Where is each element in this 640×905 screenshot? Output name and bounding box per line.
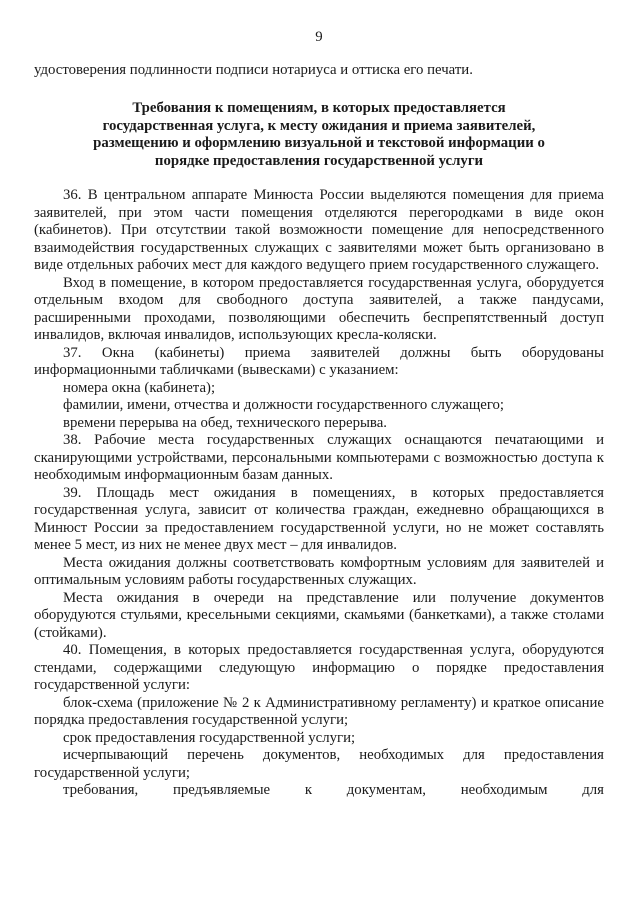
section-heading-line-3: размещению и оформлению визуальной и текстовой информации о [93, 135, 545, 151]
page-number: 9 [315, 29, 323, 45]
list-item-break-time: времени перерыва на обед, технического перерыва. [63, 414, 387, 431]
paragraph-requirements-cutoff: требования, предъявляемые к документам, необходимым для [63, 782, 604, 798]
section-heading [34, 100, 604, 170]
list-item-documents-list: исчерпывающий перечень документов, необходимых для предоставления государственной услуги; [34, 747, 604, 781]
paragraph-waiting-comfort: Места ожидания должны соответствовать комфортным условиям для заявителей и оптимальным условиям работы государственных служащих. [34, 554, 604, 588]
paragraph-40: 40. Помещения, в которых предоставляется государственная услуга, оборудуются стендами, содержащими следующую информацию о порядке предоставления государственной услуги: [34, 642, 604, 693]
paragraph-37: 37. Окна (кабинеты) приема заявителей должны быть оборудованы информационными табличками (вывесками) с указанием: [34, 344, 604, 378]
list-item-service-term: срок предоставления государственной услуги; [63, 729, 356, 746]
paragraph-waiting-queue: Места ожидания в очереди на представление или получение документов оборудуются стульями, кресельными секциями, скамьями (банкетками), а также столами (стойками). [34, 589, 604, 641]
section-heading-line-4: порядке предоставления государственной услуги [154, 152, 484, 169]
section-heading-line-2: государственная услуга, к месту ожидания и приема заявителей, [102, 117, 536, 134]
paragraph-39: 39. Площадь мест ожидания в помещениях, в которых предоставляется государственная услуга, зависит от количества граждан, ежедневно обращающихся в Минюст России за предоставлением государственной услуги, но не может составлять менее 5 мест, из них не менее двух мест – для инвалидов. [34, 484, 604, 553]
list-item-official-name: фамилии, имени, отчества и должности государственного служащего; [63, 397, 505, 413]
paragraph-36: 36. В центральном аппарате Минюста России выделяются помещения для приема заявителей, при этом части помещения отделяются перегородками в виде окон (кабинетов). При отсутствии такой возможности помещение для непосредственного взаимодействия государственных служащих с заявителями может быть организовано в виде отдельных рабочих мест для каждого ведущего прием государственного служащего. [34, 187, 604, 273]
list-item-flowchart: блок-схема (приложение № 2 к Административному регламенту) и краткое описание порядка предоставления государственной услуги; [34, 694, 604, 728]
list-item-window-number: номера окна (кабинета); [63, 379, 216, 396]
paragraph-38: 38. Рабочие места государственных служащих оснащаются печатающими и сканирующими устройствами, персональными компьютерами с возможностью доступа к необходимым информационным базам данных. [34, 432, 604, 483]
section-heading-line-1: Требования к помещениям, в которых предоставляется [132, 100, 506, 116]
paragraph-entrance: Вход в помещение, в котором предоставляется государственная услуга, оборудуется отдельным входом для свободного доступа заявителей, а также пандусами, расширенными проходами, позволяющими обеспечить беспрепятственный доступ инвалидов, включая инвалидов, использующих кресла-коляски. [34, 274, 604, 343]
continuation-paragraph: удостоверения подлинности подписи нотариуса и оттиска его печати. [34, 61, 473, 78]
